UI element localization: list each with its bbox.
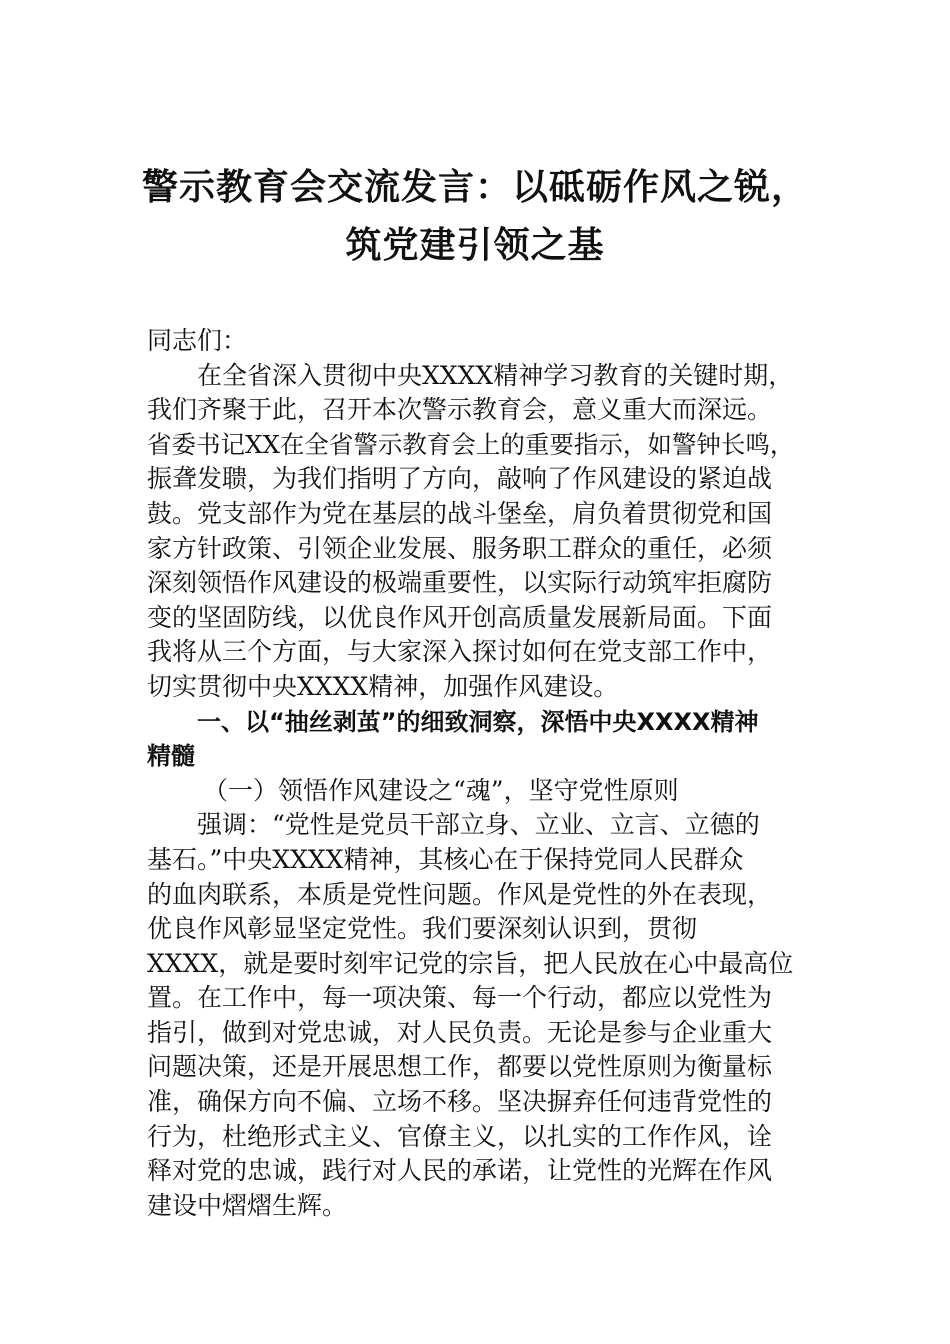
body-line: 建设中熠熠生辉。 — [147, 1190, 348, 1220]
paragraph-first-line: 在全省深入贯彻中央XXXX精神学习教育的关键时期， — [197, 360, 794, 390]
title-line-2: 筑党建引领之基 — [345, 224, 605, 266]
body-line: 深刻领悟作风建设的极端重要性，以实际行动筑牢拒腐防 — [147, 568, 773, 598]
section-heading-cont: 精髓 — [147, 742, 195, 771]
body-line: 鼓。党支部作为党在基层的战斗堡垒，肩负着贯彻党和国 — [147, 498, 773, 528]
body-line: XXXX，就是要时刻牢记党的宗旨，把人民放在心中最高位 — [147, 948, 794, 978]
body-line: 家方针政策、引领企业发展、服务职工群众的重任，必须 — [147, 533, 773, 563]
body-line: 省委书记XX在全省警示教育会上的重要指示，如警钟长鸣， — [147, 429, 795, 459]
body-line: 我将从三个方面，与大家深入探讨如何在党支部工作中， — [147, 637, 773, 667]
paragraph-first-line: 强调：“党性是党员干部立身、立业、立言、立德的 — [197, 810, 760, 840]
body-line: 问题决策，还是开展思想工作，都要以党性原则为衡量标 — [147, 1052, 773, 1082]
body-line: 我们齐聚于此，召开本次警示教育会，意义重大而深远。 — [147, 395, 773, 425]
body-line: 的血肉联系，本质是党性问题。作风是党性的外在表现， — [147, 879, 773, 909]
body-line: 切实贯彻中央XXXX精神，加强作风建设。 — [147, 671, 619, 701]
title-line-1: 警示教育会交流发言：以砥砺作风之锐， — [141, 166, 808, 208]
section-heading: 一、以“抽丝剥茧”的细致洞察，深悟中央XXXX精神 — [197, 707, 759, 736]
body-line: 振聋发聩，为我们指明了方向，敲响了作风建设的紧迫战 — [147, 464, 773, 494]
document-title — [120, 158, 830, 274]
body-line: 准，确保方向不偏、立场不移。坚决摒弃任何违背党性的 — [147, 1087, 773, 1117]
body-line: 基石。”中央XXXX精神，其核心在于保持党同人民群众 — [147, 844, 744, 874]
document-body — [147, 324, 807, 1223]
body-line: 置。在工作中，每一项决策、每一个行动，都应以党性为 — [147, 983, 773, 1013]
body-line: 行为，杜绝形式主义、官僚主义，以扎实的工作作风，诠 — [147, 1121, 773, 1151]
body-line: 指引，做到对党忠诚，对人民负责。无论是参与企业重大 — [147, 1017, 773, 1047]
body-line: 释对党的忠诚，践行对人民的承诺，让党性的光辉在作风 — [147, 1156, 773, 1186]
subsection-heading: （一）领悟作风建设之“魂”，坚守党性原则 — [203, 775, 679, 805]
salutation: 同志们： — [147, 326, 248, 355]
body-line: 变的坚固防线，以优良作风开创高质量发展新局面。下面 — [147, 602, 773, 632]
body-line: 优良作风彰显坚定党性。我们要深刻认识到，贯彻 — [147, 914, 698, 944]
